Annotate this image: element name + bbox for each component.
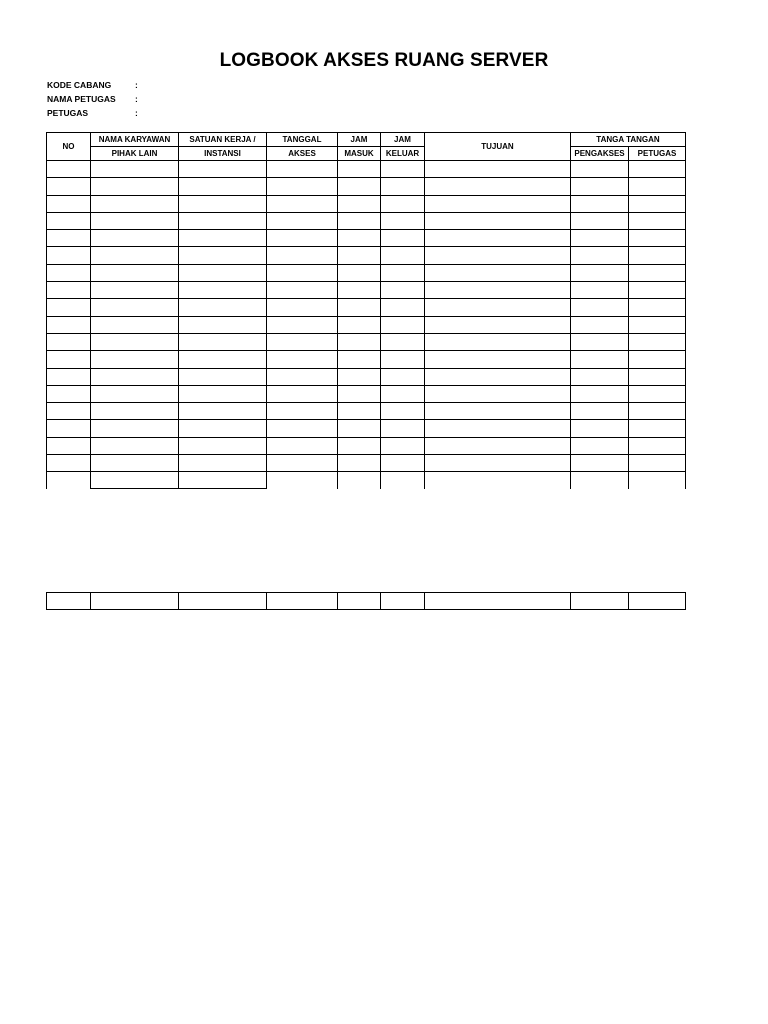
table-cell[interactable] — [47, 299, 91, 316]
header-petugas: PETUGAS — [629, 147, 686, 161]
table-cell[interactable] — [425, 403, 571, 420]
table-cell[interactable] — [91, 282, 179, 299]
table-cell[interactable] — [381, 195, 425, 212]
table-row — [47, 212, 686, 229]
table-row — [47, 455, 686, 472]
table-cell[interactable] — [338, 368, 381, 385]
table-cell[interactable] — [47, 212, 91, 229]
table-cell[interactable] — [629, 247, 686, 264]
table-cell[interactable] — [571, 472, 629, 489]
table-cell[interactable] — [179, 195, 267, 212]
table-row — [47, 247, 686, 264]
table-cell[interactable] — [338, 437, 381, 454]
table-cell[interactable] — [179, 264, 267, 281]
table-cell[interactable] — [91, 403, 179, 420]
meta-nama-petugas — [47, 93, 138, 105]
table-row — [47, 368, 686, 385]
table-cell[interactable] — [425, 385, 571, 402]
table-cell[interactable] — [381, 282, 425, 299]
table-cell[interactable] — [425, 420, 571, 437]
header-tujuan: TUJUAN — [425, 133, 571, 161]
table-cell[interactable] — [629, 368, 686, 385]
table-cell[interactable] — [425, 316, 571, 333]
table-cell[interactable] — [47, 420, 91, 437]
table-cell[interactable] — [571, 333, 629, 350]
table-cell[interactable] — [267, 455, 338, 472]
header-akses: AKSES — [267, 147, 338, 161]
table-cell[interactable] — [267, 333, 338, 350]
table-cell[interactable] — [267, 161, 338, 178]
footer-cell[interactable] — [571, 593, 629, 610]
footer-cell[interactable] — [91, 593, 179, 610]
table-cell[interactable] — [571, 385, 629, 402]
table-row — [47, 437, 686, 454]
footer-cell[interactable] — [267, 593, 338, 610]
footer-table — [46, 592, 686, 610]
table-cell[interactable] — [47, 178, 91, 195]
table-cell[interactable] — [267, 351, 338, 368]
table-cell[interactable] — [425, 472, 571, 489]
table-cell[interactable] — [425, 368, 571, 385]
table-cell[interactable] — [179, 437, 267, 454]
table-cell[interactable] — [571, 403, 629, 420]
table-cell[interactable] — [91, 420, 179, 437]
table-cell[interactable] — [381, 264, 425, 281]
table-cell[interactable] — [47, 368, 91, 385]
table-cell[interactable] — [629, 178, 686, 195]
table-cell[interactable] — [47, 385, 91, 402]
header-jam-keluar-top: JAM — [381, 133, 425, 147]
table-cell[interactable] — [571, 316, 629, 333]
table-cell[interactable] — [91, 230, 179, 247]
header-satuan-kerja: SATUAN KERJA / — [179, 133, 267, 147]
table-cell[interactable] — [629, 316, 686, 333]
meta-colon: : — [135, 94, 138, 104]
table-cell[interactable] — [381, 368, 425, 385]
footer-cell[interactable] — [629, 593, 686, 610]
table-cell[interactable] — [267, 437, 338, 454]
table-row — [47, 420, 686, 437]
table-cell[interactable] — [338, 299, 381, 316]
table-cell[interactable] — [91, 368, 179, 385]
table-cell[interactable] — [179, 230, 267, 247]
table-cell[interactable] — [571, 161, 629, 178]
table-cell[interactable] — [338, 316, 381, 333]
table-cell[interactable] — [381, 385, 425, 402]
table-cell[interactable] — [629, 264, 686, 281]
table-cell[interactable] — [267, 299, 338, 316]
table-cell[interactable] — [47, 195, 91, 212]
table-cell[interactable] — [179, 247, 267, 264]
table-cell[interactable] — [179, 212, 267, 229]
table-cell[interactable] — [425, 282, 571, 299]
table-cell[interactable] — [267, 195, 338, 212]
table-cell[interactable] — [91, 316, 179, 333]
table-cell[interactable] — [425, 351, 571, 368]
table-cell[interactable] — [571, 420, 629, 437]
footer-cell[interactable] — [338, 593, 381, 610]
table-cell[interactable] — [425, 230, 571, 247]
table-cell[interactable] — [425, 437, 571, 454]
table-cell[interactable] — [91, 351, 179, 368]
table-cell[interactable] — [381, 437, 425, 454]
table-cell[interactable] — [179, 299, 267, 316]
table-row — [47, 282, 686, 299]
table-cell[interactable] — [629, 455, 686, 472]
table-cell[interactable] — [338, 455, 381, 472]
footer-table-wrapper — [46, 592, 685, 610]
table-cell[interactable] — [571, 299, 629, 316]
table-cell[interactable] — [267, 385, 338, 402]
table-header — [47, 133, 686, 161]
header-masuk: MASUK — [338, 147, 381, 161]
table-cell[interactable] — [629, 282, 686, 299]
header-nama-karyawan: NAMA KARYAWAN — [91, 133, 179, 147]
footer-cell[interactable] — [381, 593, 425, 610]
footer-cell[interactable] — [47, 593, 91, 610]
table-cell[interactable] — [571, 212, 629, 229]
table-cell[interactable] — [629, 212, 686, 229]
table-cell[interactable] — [571, 247, 629, 264]
table-cell[interactable] — [91, 299, 179, 316]
table-cell[interactable] — [629, 230, 686, 247]
table-cell[interactable] — [571, 368, 629, 385]
table-cell[interactable] — [629, 472, 686, 489]
table-cell[interactable] — [91, 455, 179, 472]
table-cell[interactable] — [267, 472, 338, 489]
table-cell[interactable] — [91, 212, 179, 229]
table-cell[interactable] — [47, 437, 91, 454]
table-cell[interactable] — [425, 299, 571, 316]
table-cell[interactable] — [47, 351, 91, 368]
table-cell[interactable] — [381, 333, 425, 350]
table-cell[interactable] — [425, 455, 571, 472]
meta-colon: : — [135, 80, 138, 90]
table-row — [47, 230, 686, 247]
table-cell[interactable] — [629, 195, 686, 212]
logbook-table — [46, 132, 686, 489]
table-cell[interactable] — [47, 403, 91, 420]
table-cell[interactable] — [267, 316, 338, 333]
table-cell[interactable] — [267, 230, 338, 247]
table-cell[interactable] — [91, 472, 179, 489]
table-cell[interactable] — [338, 351, 381, 368]
header-no: NO — [47, 133, 91, 161]
table-cell[interactable] — [267, 368, 338, 385]
table-cell[interactable] — [47, 282, 91, 299]
table-row — [47, 333, 686, 350]
table-cell[interactable] — [338, 472, 381, 489]
table-cell[interactable] — [91, 333, 179, 350]
table-cell[interactable] — [47, 247, 91, 264]
table-cell[interactable] — [47, 161, 91, 178]
table-cell[interactable] — [381, 403, 425, 420]
header-tanggal: TANGGAL — [267, 133, 338, 147]
header-tanda-tangan: TANGA TANGAN — [571, 133, 686, 147]
header-pengakses: PENGAKSES — [571, 147, 629, 161]
table-cell[interactable] — [91, 264, 179, 281]
table-cell[interactable] — [425, 264, 571, 281]
table-row — [47, 299, 686, 316]
logbook-table-wrapper — [46, 132, 685, 489]
table-cell[interactable] — [629, 437, 686, 454]
header-instansi: INSTANSI — [179, 147, 267, 161]
footer-cell[interactable] — [425, 593, 571, 610]
table-cell[interactable] — [91, 385, 179, 402]
table-row — [47, 161, 686, 178]
meta-colon: : — [135, 108, 138, 118]
table-cell[interactable] — [267, 282, 338, 299]
table-row — [47, 351, 686, 368]
table-cell[interactable] — [629, 333, 686, 350]
table-cell[interactable] — [338, 230, 381, 247]
header-pihak-lain: PIHAK LAIN — [91, 147, 179, 161]
table-cell[interactable] — [338, 333, 381, 350]
table-cell[interactable] — [629, 403, 686, 420]
table-cell[interactable] — [179, 472, 267, 489]
table-row — [47, 178, 686, 195]
table-cell[interactable] — [179, 368, 267, 385]
table-cell[interactable] — [179, 282, 267, 299]
table-row — [47, 385, 686, 402]
table-cell[interactable] — [629, 299, 686, 316]
table-cell[interactable] — [381, 247, 425, 264]
table-cell[interactable] — [179, 316, 267, 333]
table-row — [47, 472, 686, 489]
table-cell[interactable] — [47, 472, 91, 489]
table-cell[interactable] — [91, 247, 179, 264]
footer-cell[interactable] — [179, 593, 267, 610]
table-cell[interactable] — [47, 316, 91, 333]
table-cell[interactable] — [338, 403, 381, 420]
table-cell[interactable] — [425, 161, 571, 178]
table-cell[interactable] — [91, 161, 179, 178]
table-cell[interactable] — [338, 247, 381, 264]
table-cell[interactable] — [629, 420, 686, 437]
table-cell[interactable] — [338, 212, 381, 229]
table-cell[interactable] — [571, 455, 629, 472]
meta-petugas — [47, 107, 138, 119]
table-cell[interactable] — [425, 212, 571, 229]
table-row — [47, 264, 686, 281]
table-cell[interactable] — [381, 420, 425, 437]
table-cell[interactable] — [571, 230, 629, 247]
table-row — [47, 316, 686, 333]
table-cell[interactable] — [571, 437, 629, 454]
table-cell[interactable] — [179, 385, 267, 402]
table-cell[interactable] — [629, 161, 686, 178]
table-cell[interactable] — [381, 472, 425, 489]
table-cell[interactable] — [179, 351, 267, 368]
page-title: LOGBOOK AKSES RUANG SERVER — [219, 50, 549, 71]
table-cell[interactable] — [381, 455, 425, 472]
table-cell[interactable] — [629, 385, 686, 402]
table-cell[interactable] — [425, 178, 571, 195]
footer-row — [47, 593, 686, 610]
table-cell[interactable] — [381, 161, 425, 178]
meta-label: PETUGAS — [47, 108, 89, 118]
table-cell[interactable] — [179, 333, 267, 350]
table-cell[interactable] — [267, 264, 338, 281]
table-cell[interactable] — [47, 333, 91, 350]
table-cell[interactable] — [267, 178, 338, 195]
table-cell[interactable] — [179, 178, 267, 195]
table-cell[interactable] — [267, 403, 338, 420]
table-row — [47, 403, 686, 420]
header-jam-masuk-top: JAM — [338, 133, 381, 147]
table-cell[interactable] — [267, 420, 338, 437]
table-cell[interactable] — [381, 230, 425, 247]
table-cell[interactable] — [381, 316, 425, 333]
table-cell[interactable] — [381, 351, 425, 368]
table-cell[interactable] — [91, 437, 179, 454]
table-cell[interactable] — [179, 420, 267, 437]
table-cell[interactable] — [571, 351, 629, 368]
table-cell[interactable] — [47, 230, 91, 247]
table-cell[interactable] — [91, 195, 179, 212]
table-cell[interactable] — [338, 161, 381, 178]
table-cell[interactable] — [338, 195, 381, 212]
table-cell[interactable] — [338, 385, 381, 402]
header-keluar: KELUAR — [381, 147, 425, 161]
meta-label: KODE CABANG — [47, 80, 112, 90]
meta-kode-cabang — [47, 79, 138, 91]
table-cell[interactable] — [571, 195, 629, 212]
table-cell[interactable] — [338, 178, 381, 195]
table-cell[interactable] — [267, 212, 338, 229]
table-cell[interactable] — [571, 264, 629, 281]
table-cell[interactable] — [381, 299, 425, 316]
table-cell[interactable] — [629, 351, 686, 368]
table-cell[interactable] — [91, 178, 179, 195]
table-cell[interactable] — [338, 420, 381, 437]
table-cell[interactable] — [338, 264, 381, 281]
table-cell[interactable] — [179, 403, 267, 420]
table-cell[interactable] — [267, 247, 338, 264]
table-cell[interactable] — [571, 178, 629, 195]
meta-label: NAMA PETUGAS — [47, 94, 116, 104]
table-cell[interactable] — [338, 282, 381, 299]
table-cell[interactable] — [381, 178, 425, 195]
table-cell[interactable] — [425, 195, 571, 212]
table-cell[interactable] — [179, 161, 267, 178]
table-row — [47, 195, 686, 212]
table-cell[interactable] — [571, 282, 629, 299]
table-cell[interactable] — [425, 247, 571, 264]
table-cell[interactable] — [47, 455, 91, 472]
table-cell[interactable] — [179, 455, 267, 472]
table-cell[interactable] — [47, 264, 91, 281]
table-body — [47, 161, 686, 489]
table-cell[interactable] — [425, 333, 571, 350]
table-cell[interactable] — [381, 212, 425, 229]
